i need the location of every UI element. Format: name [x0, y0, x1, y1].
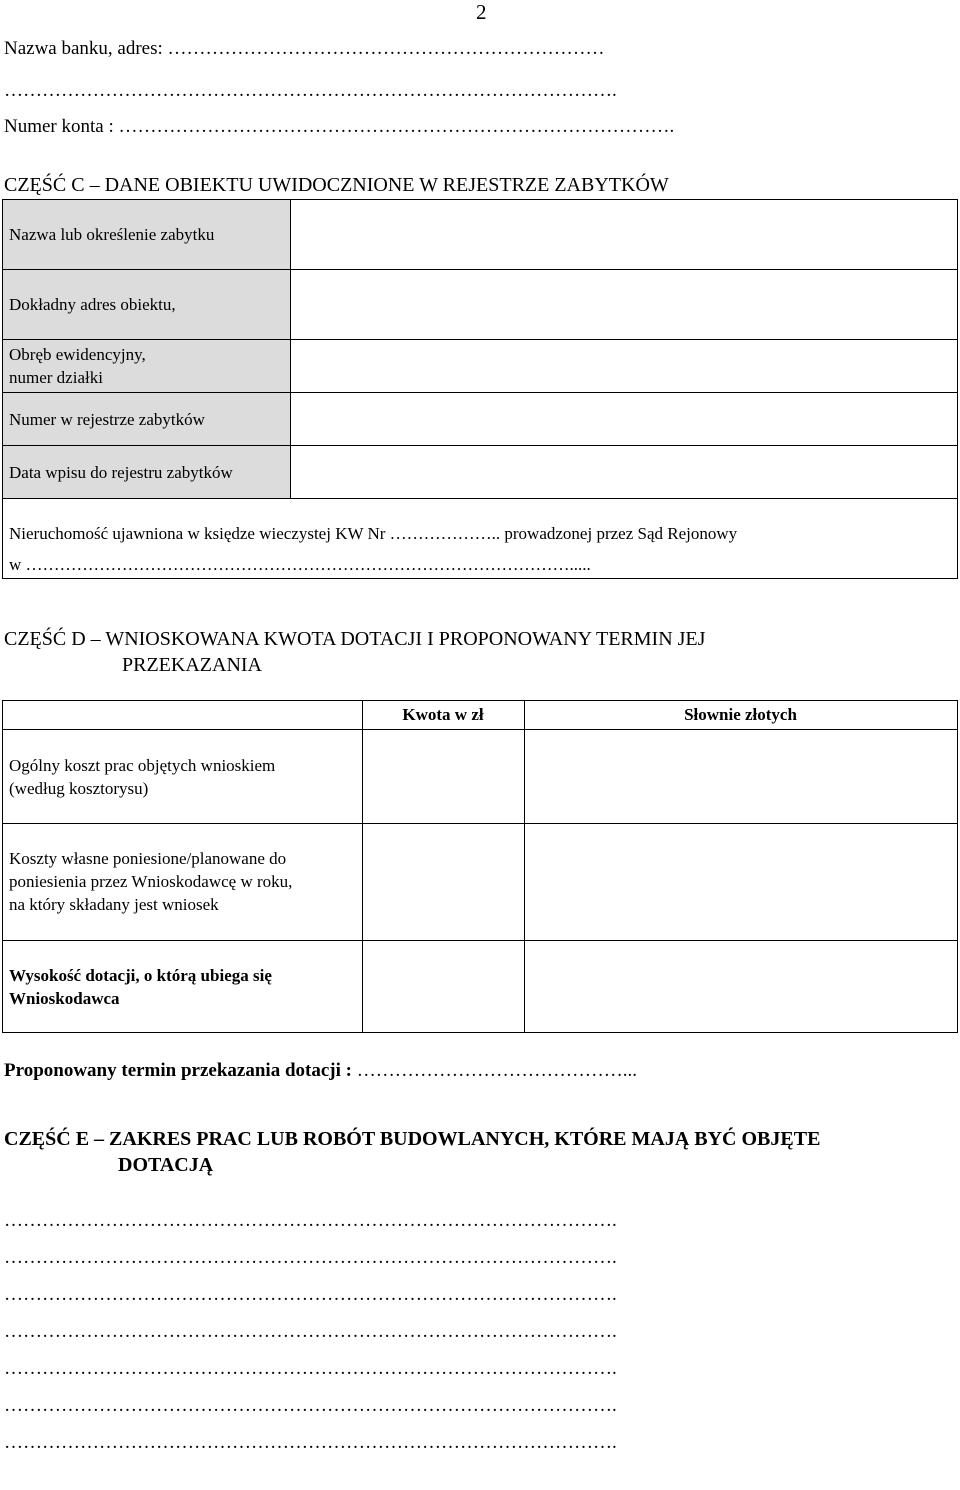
- grant-amount-table: [2, 700, 958, 1033]
- label-register-date: Data wpisu do rejestru zabytków: [3, 446, 291, 499]
- value-object-name[interactable]: [291, 200, 957, 270]
- account-line: [4, 116, 674, 138]
- proposed-term-dots: ……………………………………...: [356, 1060, 637, 1081]
- bank-line: [4, 38, 605, 60]
- row-total-cost-label: Ogólny koszt prac objętych wnioskiem (według kosztorysu): [9, 756, 276, 798]
- value-register-date[interactable]: [291, 446, 957, 499]
- kw-line-2: w …………………………………………………………………………………….....: [9, 555, 591, 574]
- dotted-line[interactable]: …………………………………………………………………………………….: [4, 1210, 617, 1231]
- table-row: [3, 824, 957, 941]
- dotted-line[interactable]: …………………………………………………………………………………….: [4, 1321, 617, 1342]
- section-e-heading-2: DOTACJĄ: [118, 1154, 214, 1176]
- table-header-row: [3, 701, 957, 730]
- dotted-line[interactable]: …………………………………………………………………………………….: [4, 1247, 617, 1268]
- value-plot[interactable]: [291, 340, 957, 393]
- bank-label: Nazwa banku, adres:: [4, 38, 163, 59]
- object-data-table: [2, 199, 958, 579]
- value-object-address[interactable]: [291, 270, 957, 340]
- bank-dots: ……………………………………………………………: [167, 38, 605, 59]
- account-label: Numer konta :: [4, 116, 114, 137]
- label-object-name: Nazwa lub określenie zabytku: [3, 200, 291, 270]
- page-number: 2: [476, 0, 487, 24]
- section-e-heading: CZĘŚĆ E – ZAKRES PRAC LUB ROBÓT BUDOWLANYCH, KTÓRE MAJĄ BYĆ OBJĘTE: [4, 1128, 821, 1150]
- row-own-cost-label: Koszty własne poniesione/planowane do poniesienia przez Wnioskodawcę w roku, na który składany jest wniosek: [9, 849, 293, 914]
- section-d-heading: CZĘŚĆ D – WNIOSKOWANA KWOTA DOTACJI I PROPONOWANY TERMIN JEJ: [4, 628, 706, 650]
- dotted-line[interactable]: …………………………………………………………………………………….: [4, 1284, 617, 1305]
- kw-line: Nieruchomość ujawniona w księdze wieczystej KW Nr ……………….. prowadzonej przez Sąd Rejonowy: [9, 524, 738, 543]
- dotted-line[interactable]: …………………………………………………………………………………….: [4, 1358, 617, 1379]
- section-c-heading: CZĘŚĆ C – DANE OBIEKTU UWIDOCZNIONE W REJESTRZE ZABYTKÓW: [4, 174, 669, 196]
- proposed-term-label: Proponowany termin przekazania dotacji :: [4, 1060, 352, 1081]
- bank-dots-line: …………………………………………………………………………………….: [4, 80, 617, 101]
- dotted-line[interactable]: …………………………………………………………………………………….: [4, 1432, 617, 1453]
- label-plot: Obręb ewidencyjny, numer działki: [3, 340, 291, 393]
- label-register-number: Numer w rejestrze zabytków: [3, 393, 291, 446]
- account-dots: …………………………………………………………………………….: [118, 116, 675, 137]
- row-grant-amount-label: Wysokość dotacji, o którą ubiega się Wnioskodawca: [9, 966, 272, 1008]
- dotted-line[interactable]: …………………………………………………………………………………….: [4, 1395, 617, 1416]
- proposed-term-line: [4, 1060, 637, 1082]
- table-row: [3, 941, 957, 1034]
- section-d-heading-2: PRZEKAZANIA: [122, 654, 262, 676]
- col-amount-header: Kwota w zł: [402, 705, 484, 724]
- col-words-header: Słownie złotych: [684, 705, 797, 724]
- table-row: [3, 730, 957, 824]
- label-object-address: Dokładny adres obiektu,: [3, 270, 291, 340]
- value-register-number[interactable]: [291, 393, 957, 446]
